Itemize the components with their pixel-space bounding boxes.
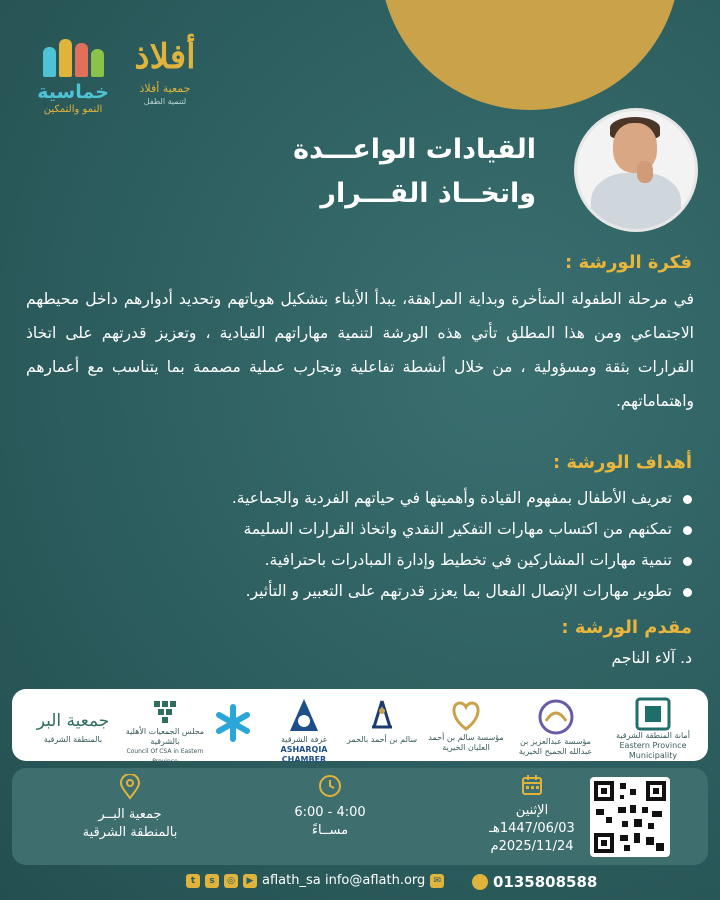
aflath-mark: أفلاذ <box>134 37 196 77</box>
youtube-icon: ▶ <box>243 874 257 888</box>
title-line-1: القيادات الواعـــدة <box>293 134 536 165</box>
location-pin-icon <box>119 774 141 800</box>
kids-illustration-icon <box>28 32 118 77</box>
presenter-heading: مقدم الورشة : <box>561 617 692 638</box>
phone-icon <box>472 874 488 890</box>
phone-text: 0135808588 <box>493 873 598 891</box>
time-range: 6:00 - 4:00 <box>294 805 366 820</box>
social-handle[interactable] <box>186 873 321 888</box>
time-period: مســاءً <box>311 823 349 838</box>
sponsors-bar <box>12 689 708 765</box>
clock-icon <box>318 774 342 798</box>
event-date <box>482 774 582 856</box>
date-day: الإثنين <box>515 803 549 818</box>
khumasia-tagline: النمو والتمكين <box>43 104 103 115</box>
goal-item: تنمية مهارات المشاركين في تخطيط وإدارة المبادرات باحترافية. <box>14 545 694 576</box>
location-line-2: بالمنطقة الشرقية <box>82 825 178 840</box>
qr-code[interactable] <box>590 777 670 857</box>
location-line-1: جمعية البــر <box>98 807 162 822</box>
khumasia-logo <box>28 32 118 127</box>
aflath-logo <box>125 32 205 127</box>
event-info-panel <box>12 768 708 865</box>
goal-item: تعريف الأطفال بمفهوم القيادة وأهميتها في حياتهم الفردية والجماعية. <box>14 483 694 514</box>
sponsor-logo-olayan: مؤسسة سالم بن أحمد العليان الخيرية <box>426 697 506 753</box>
sponsor-logo-balhamar: سالم بن أحمد بالحمر <box>344 697 420 753</box>
phone-link[interactable] <box>472 873 597 891</box>
goals-list <box>14 483 694 607</box>
handle-text: aflath_sa <box>262 873 321 888</box>
idea-text: في مرحلة الطفولة المتأخرة وبداية المراهقة، يبدأ الأبناء بتشكيل هوياتهم وتحديد أدوارهم داخل محيطهم الاجتماعي ومن هذا المطلق تأتي هذه الورشة لتنمية مهاراتهم القيادية ، وتعزيز قدرتهم على اتخاذ القرارات بثقة ومسؤولية ، من خلال أنشطة تفاعلية وتجارب عملية مصممة بما يتناسب مع أعمارهم واهتماماتهم. <box>26 290 694 410</box>
event-location <box>60 774 200 842</box>
instagram-icon: ◎ <box>224 874 238 888</box>
email-link[interactable] <box>325 873 444 888</box>
sponsor-logo-eastern-municipality: أمانة المنطقة الشرقية Eastern Province Municipality <box>608 697 698 753</box>
event-time <box>270 774 390 840</box>
snapchat-icon: s <box>205 874 219 888</box>
calendar-icon <box>521 774 543 796</box>
sponsor-logo-asterisk <box>208 697 258 753</box>
sponsor-logo-aljumaih: مؤسسة عبدالعزيز بن عبدالله الجميح الخيرية <box>508 697 603 753</box>
goal-item: تطوير مهارات الإتصال الفعال بما يعزز قدرتهم على التعبير و التأثير. <box>14 576 694 607</box>
aflath-tagline: لتنمية الطفل <box>143 97 187 106</box>
date-hijri: 1447/06/03هـ <box>489 821 575 836</box>
twitter-icon: t <box>186 874 200 888</box>
goal-item: تمكنهم من اكتساب مهارات التفكير النقدي واتخاذ القرارات السليمة <box>14 514 694 545</box>
sponsor-logo-csa-council: مجلس الجمعيات الأهلية بالشرقية Council Of CSA in Eastern Province <box>124 697 206 753</box>
sponsor-logo-asharqia-chamber: غرفة الشرقية ASHARQIA CHAMBER <box>266 697 342 753</box>
footer-contact <box>0 870 720 900</box>
date-gregorian: 2025/11/24م <box>490 839 574 854</box>
goals-heading: أهداف الورشة : <box>552 452 692 473</box>
khumasia-name: خماسية <box>37 81 109 103</box>
title-line-2: واتخــاذ القـــرار <box>320 178 536 209</box>
email-text: info@aflath.org <box>325 873 426 888</box>
idea-heading: فكرة الورشة : <box>564 252 692 273</box>
mail-icon: ✉ <box>430 874 444 888</box>
boy-photo <box>574 108 698 232</box>
sponsor-logo-albir: جمعية البر بالمنطقة الشرقية <box>36 711 110 744</box>
workshop-title <box>176 128 536 216</box>
presenter-name: د. آلاء الناجم <box>611 649 692 667</box>
aflath-name: جمعية أفلاذ <box>139 82 191 95</box>
